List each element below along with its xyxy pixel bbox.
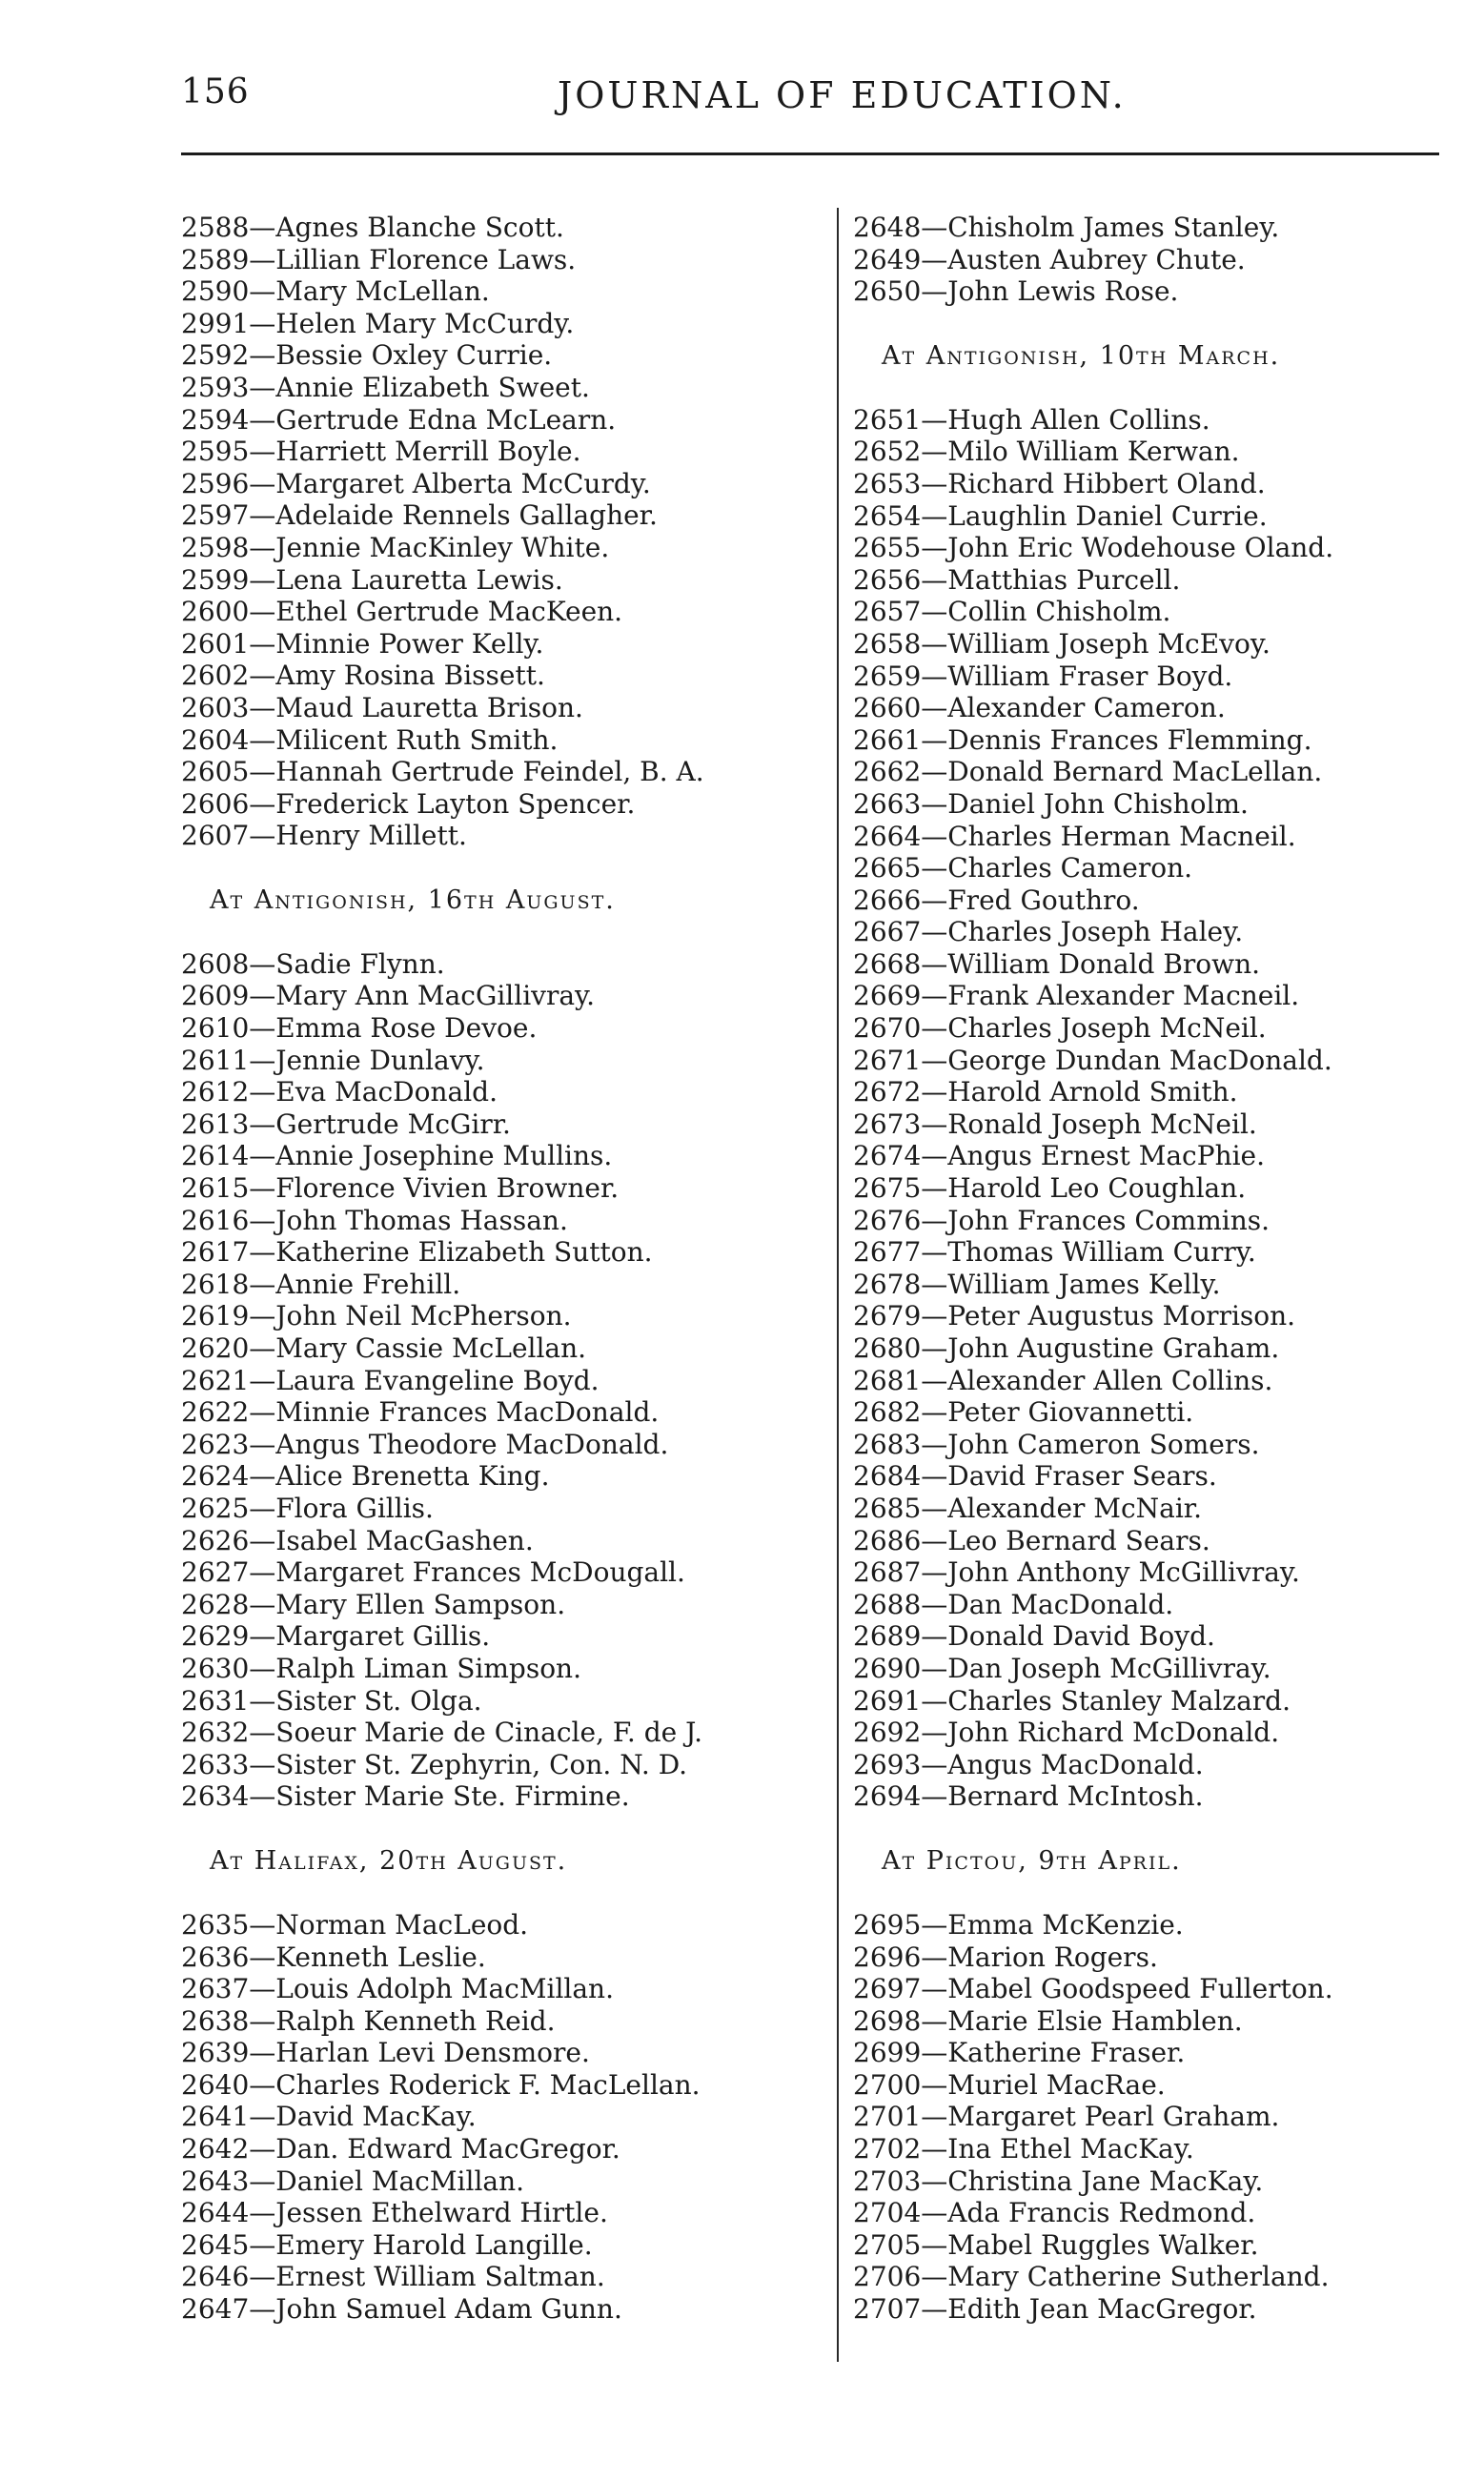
list-item: 2646—Ernest William Saltman. (181, 2261, 605, 2293)
list-item: 2677—Thomas William Curry. (853, 1236, 1256, 1269)
list-item: 2674—Angus Ernest MacPhie. (853, 1140, 1266, 1172)
list-item: 2652—Milo William Kerwan. (853, 436, 1240, 468)
list-item: 2590—Mary McLellan. (181, 275, 490, 308)
list-item: 2667—Charles Joseph Haley. (853, 916, 1244, 948)
list-item: 2608—Sadie Flynn. (181, 947, 445, 980)
list-item: 2703—Christina Jane MacKay. (853, 2165, 1264, 2197)
list-item: 2675—Harold Leo Coughlan. (853, 1172, 1247, 1205)
list-item: 2640—Charles Roderick F. MacLellan. (181, 2068, 701, 2101)
list-item: 2650—John Lewis Rose. (853, 275, 1179, 308)
journal-title: JOURNAL OF EDUCATION. (558, 74, 1127, 116)
list-item: 2603—Maud Lauretta Brison. (181, 691, 583, 723)
list-item: 2685—Alexander McNair. (853, 1492, 1203, 1524)
list-item: 2707—Edith Jean MacGregor. (853, 2293, 1257, 2326)
list-item: 2632—Soeur Marie de Cinacle, F. de J. (181, 1717, 703, 1749)
list-item: 2671—George Dundan MacDonald. (853, 1044, 1332, 1076)
list-item: 2665—Charles Cameron. (853, 852, 1193, 884)
list-item: 2654—Laughlin Daniel Currie. (853, 499, 1268, 532)
list-item: 2655—John Eric Wodehouse Oland. (853, 532, 1334, 564)
list-item: 2689—Donald David Boyd. (853, 1620, 1215, 1653)
list-item: 2676—John Frances Commins. (853, 1204, 1271, 1236)
list-item: 2661—Dennis Frances Flemming. (853, 723, 1312, 756)
list-item: 2642—Dan. Edward MacGregor. (181, 2133, 620, 2165)
list-item: 2649—Austen Aubrey Chute. (853, 243, 1246, 275)
list-item: 2700—Muriel MacRae. (853, 2068, 1166, 2101)
left-column (181, 212, 810, 2326)
list-item: 2686—Leo Bernard Sears. (853, 1524, 1210, 1556)
list-item: 2618—Annie Frehill. (181, 1268, 461, 1300)
list-item: 2600—Ethel Gertrude MacKeen. (181, 596, 623, 628)
list-item: 2625—Flora Gillis. (181, 1492, 434, 1524)
list-item: 2669—Frank Alexander Macneil. (853, 980, 1300, 1012)
list-item: 2690—Dan Joseph McGillivray. (853, 1652, 1271, 1684)
list-item: 2630—Ralph Liman Simpson. (181, 1652, 581, 1684)
list-item: 2620—Mary Cassie McLellan. (181, 1332, 587, 1364)
list-item: 2656—Matthias Purcell. (853, 563, 1181, 596)
list-item: 2611—Jennie Dunlavy. (181, 1044, 485, 1076)
section-heading: At Antigonish, 16th August. (210, 884, 616, 915)
column-divider (837, 208, 839, 2362)
section-heading: At Pictou, 9th April. (882, 1845, 1182, 1876)
list-item: 2612—Eva MacDonald. (181, 1076, 498, 1108)
list-item: 2706—Mary Catherine Sutherland. (853, 2261, 1330, 2293)
list-item: 2668—William Donald Brown. (853, 947, 1261, 980)
list-item: 2698—Marie Elsie Hamblen. (853, 2004, 1243, 2037)
list-item: 2624—Alice Brenetta King. (181, 1460, 550, 1493)
list-item: 2691—Charles Stanley Malzard. (853, 1684, 1291, 1717)
list-item: 2688—Dan MacDonald. (853, 1588, 1174, 1620)
list-item: 2705—Mabel Ruggles Walker. (853, 2228, 1259, 2261)
list-item: 2643—Daniel MacMillan. (181, 2165, 525, 2197)
list-item: 2647—John Samuel Adam Gunn. (181, 2293, 622, 2326)
list-item: 2597—Adelaide Rennels Gallagher. (181, 499, 658, 532)
list-item: 2678—William James Kelly. (853, 1268, 1221, 1300)
list-item: 2684—David Fraser Sears. (853, 1460, 1217, 1493)
list-item: 2601—Minnie Power Kelly. (181, 627, 544, 660)
list-item: 2604—Milicent Ruth Smith. (181, 723, 559, 756)
list-item: 2701—Margaret Pearl Graham. (853, 2101, 1280, 2133)
list-item: 2641—David MacKay. (181, 2101, 477, 2133)
list-item: 2617—Katherine Elizabeth Sutton. (181, 1236, 653, 1269)
list-item: 2695—Emma McKenzie. (853, 1908, 1184, 1941)
list-item: 2621—Laura Evangeline Boyd. (181, 1364, 600, 1396)
list-item: 2639—Harlan Levi Densmore. (181, 2037, 590, 2069)
list-item: 2693—Angus MacDonald. (853, 1748, 1204, 1780)
list-item: 2697—Mabel Goodspeed Fullerton. (853, 1973, 1333, 2005)
list-item: 2662—Donald Bernard MacLellan. (853, 756, 1323, 788)
list-item: 2682—Peter Giovannetti. (853, 1396, 1194, 1429)
list-item: 2687—John Anthony McGillivray. (853, 1556, 1300, 1589)
list-item: 2627—Margaret Frances McDougall. (181, 1556, 685, 1589)
list-item: 2644—Jessen Ethelward Hirtle. (181, 2197, 608, 2229)
page-number: 156 (181, 72, 250, 112)
list-item: 2634—Sister Marie Ste. Firmine. (181, 1780, 630, 1813)
list-item: 2635—Norman MacLeod. (181, 1908, 529, 1941)
list-item: 2592—Bessie Oxley Currie. (181, 339, 553, 372)
list-item: 2657—Collin Chisholm. (853, 596, 1171, 628)
list-item: 2598—Jennie MacKinley White. (181, 531, 610, 563)
header-rule (181, 152, 1439, 155)
list-item: 2696—Marion Rogers. (853, 1941, 1158, 1973)
list-item: 2607—Henry Millett. (181, 820, 467, 852)
list-item: 2658—William Joseph McEvoy. (853, 627, 1271, 660)
list-item: 2593—Annie Elizabeth Sweet. (181, 371, 590, 403)
list-item: 2599—Lena Lauretta Lewis. (181, 563, 563, 596)
list-item: 2663—Daniel John Chisholm. (853, 787, 1249, 820)
list-item: 2645—Emery Harold Langille. (181, 2228, 593, 2261)
list-item: 2651—Hugh Allen Collins. (853, 403, 1210, 436)
list-item: 2609—Mary Ann MacGillivray. (181, 980, 596, 1012)
list-item: 2596—Margaret Alberta McCurdy. (181, 467, 651, 499)
list-item: 2692—John Richard McDonald. (853, 1717, 1280, 1749)
list-item: 2991—Helen Mary McCurdy. (181, 307, 575, 339)
list-item: 2614—Annie Josephine Mullins. (181, 1140, 613, 1172)
list-item: 2622—Minnie Frances MacDonald. (181, 1396, 660, 1429)
list-item: 2619—John Neil McPherson. (181, 1300, 572, 1332)
list-item: 2699—Katherine Fraser. (853, 2037, 1186, 2069)
list-item: 2631—Sister St. Olga. (181, 1684, 482, 1717)
list-item: 2594—Gertrude Edna McLearn. (181, 403, 617, 436)
right-column (853, 212, 1425, 2326)
list-item: 2704—Ada Francis Redmond. (853, 2197, 1256, 2229)
list-item: 2680—John Augustine Graham. (853, 1332, 1280, 1364)
list-item: 2636—Kenneth Leslie. (181, 1941, 486, 1973)
list-item: 2694—Bernard McIntosh. (853, 1780, 1204, 1813)
list-item: 2606—Frederick Layton Spencer. (181, 787, 636, 820)
list-item: 2672—Harold Arnold Smith. (853, 1076, 1238, 1108)
list-item: 2610—Emma Rose Devoe. (181, 1012, 538, 1045)
list-item: 2666—Fred Gouthro. (853, 884, 1140, 916)
section-heading: At Antigonish, 10th March. (882, 340, 1281, 371)
list-item: 2679—Peter Augustus Morrison. (853, 1300, 1296, 1332)
list-item: 2633—Sister St. Zephyrin, Con. N. D. (181, 1748, 688, 1780)
list-item: 2589—Lillian Florence Laws. (181, 243, 577, 275)
list-item: 2623—Angus Theodore MacDonald. (181, 1428, 669, 1460)
list-item: 2653—Richard Hibbert Oland. (853, 467, 1266, 499)
list-item: 2595—Harriett Merrill Boyle. (181, 436, 581, 468)
list-item: 2615—Florence Vivien Browner. (181, 1172, 620, 1205)
list-item: 2638—Ralph Kenneth Reid. (181, 2004, 556, 2037)
list-item: 2616—John Thomas Hassan. (181, 1204, 568, 1236)
section-heading: At Halifax, 20th August. (210, 1845, 568, 1876)
list-item: 2673—Ronald Joseph McNeil. (853, 1108, 1257, 1140)
list-item: 2664—Charles Herman Macneil. (853, 820, 1296, 852)
list-item: 2588—Agnes Blanche Scott. (181, 212, 564, 243)
list-item: 2605—Hannah Gertrude Feindel, B. A. (181, 756, 704, 788)
list-item: 2683—John Cameron Somers. (853, 1428, 1260, 1460)
list-item: 2629—Margaret Gillis. (181, 1620, 491, 1653)
list-item: 2702—Ina Ethel MacKay. (853, 2133, 1194, 2165)
list-item: 2637—Louis Adolph MacMillan. (181, 1973, 614, 2005)
list-item: 2659—William Fraser Boyd. (853, 660, 1233, 692)
list-item: 2648—Chisholm James Stanley. (853, 212, 1280, 243)
list-item: 2613—Gertrude McGirr. (181, 1108, 511, 1140)
list-item: 2660—Alexander Cameron. (853, 692, 1226, 724)
list-item: 2626—Isabel MacGashen. (181, 1524, 534, 1556)
list-item: 2681—Alexander Allen Collins. (853, 1364, 1273, 1396)
list-item: 2670—Charles Joseph McNeil. (853, 1012, 1267, 1045)
list-item: 2628—Mary Ellen Sampson. (181, 1588, 566, 1620)
list-item: 2602—Amy Rosina Bissett. (181, 660, 545, 692)
